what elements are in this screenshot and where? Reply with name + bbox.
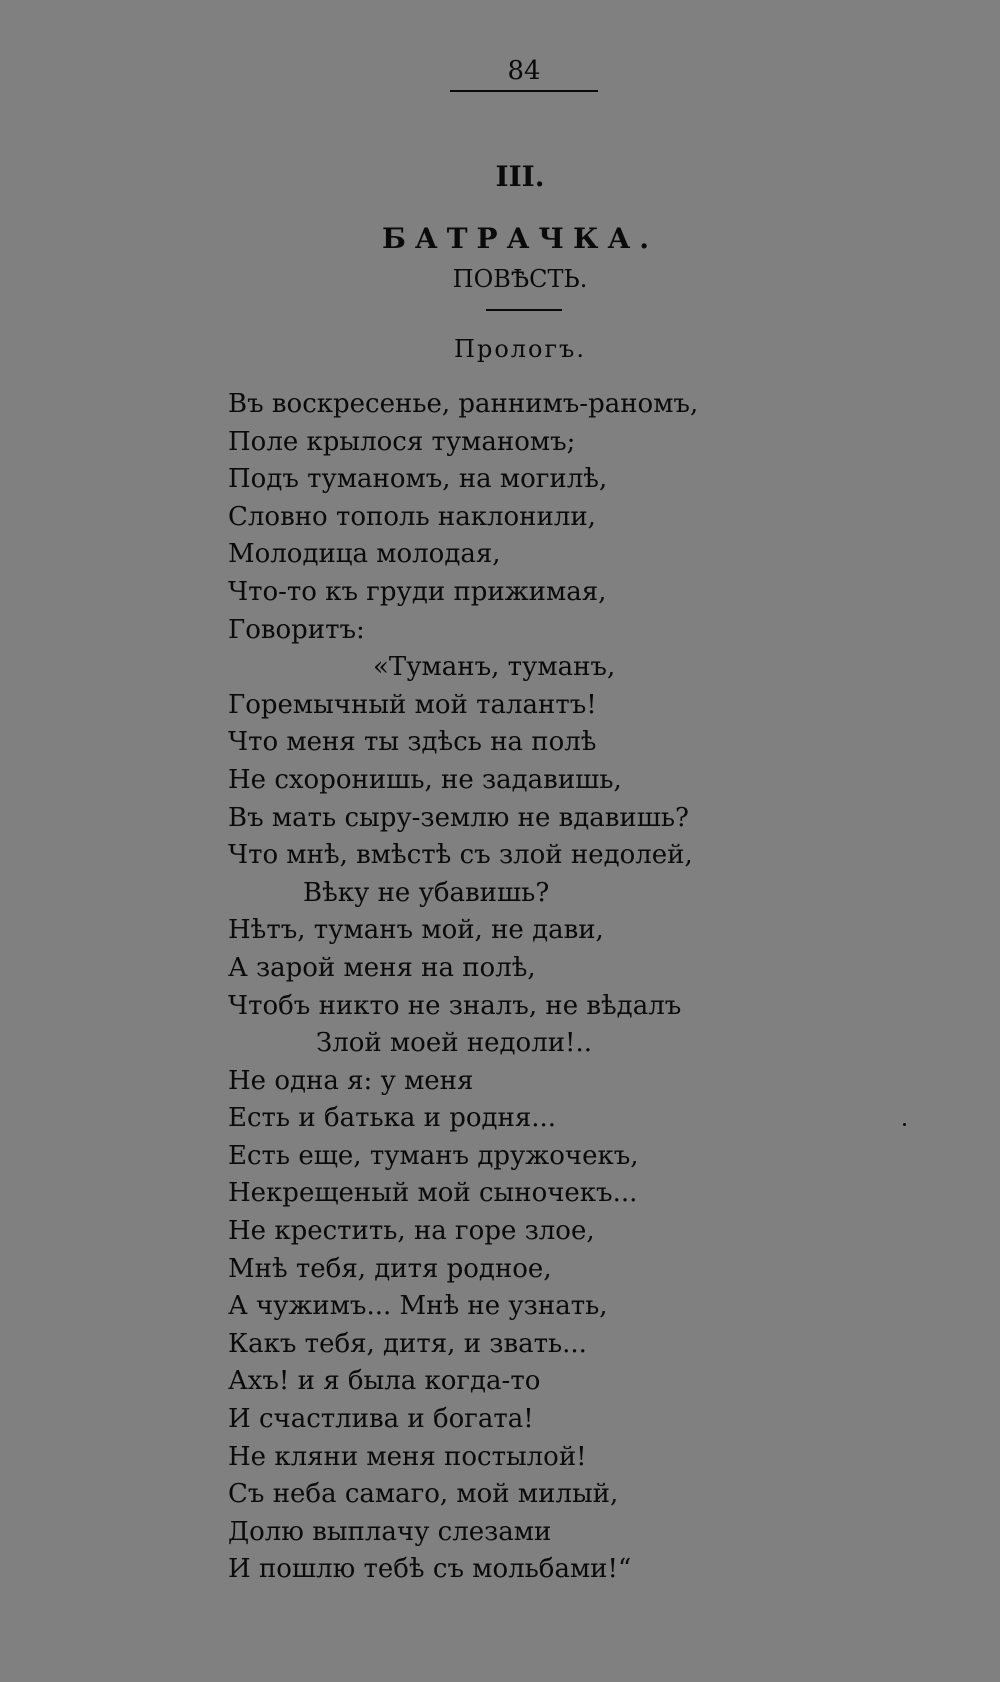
poem-line: Говоритъ: (228, 614, 365, 645)
poem-line: Не одна я: у меня (228, 1065, 474, 1096)
section-number: III. (495, 160, 545, 193)
poem-line: Не кляни меня постылой! (228, 1441, 587, 1472)
poem-line: А зарой меня на полѣ, (228, 952, 536, 983)
poem-line: Не крестить, на горе злое, (228, 1216, 595, 1247)
page-number: 84 (507, 56, 541, 86)
ink-speck (903, 1123, 906, 1126)
prologue-heading: Прологъ. (454, 335, 586, 363)
poem-line: Вѣку не убавишь? (303, 877, 550, 908)
poem-line: Горемычный мой талантъ! (228, 689, 597, 720)
poem-line: Нѣтъ, туманъ мой, не дави, (228, 915, 604, 946)
poem-line: Некрещеный мой сыночекъ... (228, 1178, 638, 1209)
poem-line: И счастлива и богата! (228, 1404, 534, 1435)
header-rule (450, 90, 598, 92)
poem-line: Есть еще, туманъ дружочекъ, (228, 1140, 639, 1171)
poem-line: Молодица молодая, (228, 539, 501, 570)
section-title: БАТРАЧКА. (381, 222, 658, 255)
poem-line: Съ неба самаго, мой милый, (228, 1479, 619, 1510)
poem-line: Въ воскресенье, раннимъ-раномъ, (228, 389, 699, 419)
poem-line: Что меня ты здѣсь на полѣ (228, 727, 597, 758)
poem-line: Ахъ! и я была когда-то (228, 1366, 541, 1397)
poem-line: Долю выплачу слезами (228, 1516, 552, 1547)
poem-line: Мнѣ тебя, дитя родное, (228, 1253, 552, 1284)
poem-line: Въ мать сыру-землю не вдавишь? (228, 802, 689, 833)
poem-line: Не схоронишь, не задавишь, (228, 764, 622, 795)
poem-line: Словно тополь наклонили, (228, 501, 596, 532)
poem-line: Есть и батька и родня... (228, 1103, 557, 1134)
poem-line: И пошлю тебѣ съ мольбами!“ (228, 1554, 632, 1585)
poem (228, 386, 928, 1589)
poem-line: «Туманъ, туманъ, (373, 652, 616, 683)
poem-line: Чтобъ никто не зналъ, не вѣдалъ (228, 990, 682, 1021)
poem-line: Поле крылося туманомъ; (228, 426, 576, 457)
poem-line: Какъ тебя, дитя, и звать... (228, 1328, 587, 1359)
poem-line: Подъ туманомъ, на могилѣ, (228, 464, 608, 495)
section-subtitle: ПОВѢСТЬ. (452, 265, 588, 293)
poem-line: Злой моей недоли!.. (316, 1028, 593, 1059)
poem-line: Что мнѣ, вмѣстѣ съ злой недолей, (228, 840, 693, 871)
title-rule (486, 309, 562, 311)
poem-line: Что-то къ груди прижимая, (228, 576, 607, 607)
poem-line: А чужимъ... Мнѣ не узнать, (228, 1291, 608, 1322)
